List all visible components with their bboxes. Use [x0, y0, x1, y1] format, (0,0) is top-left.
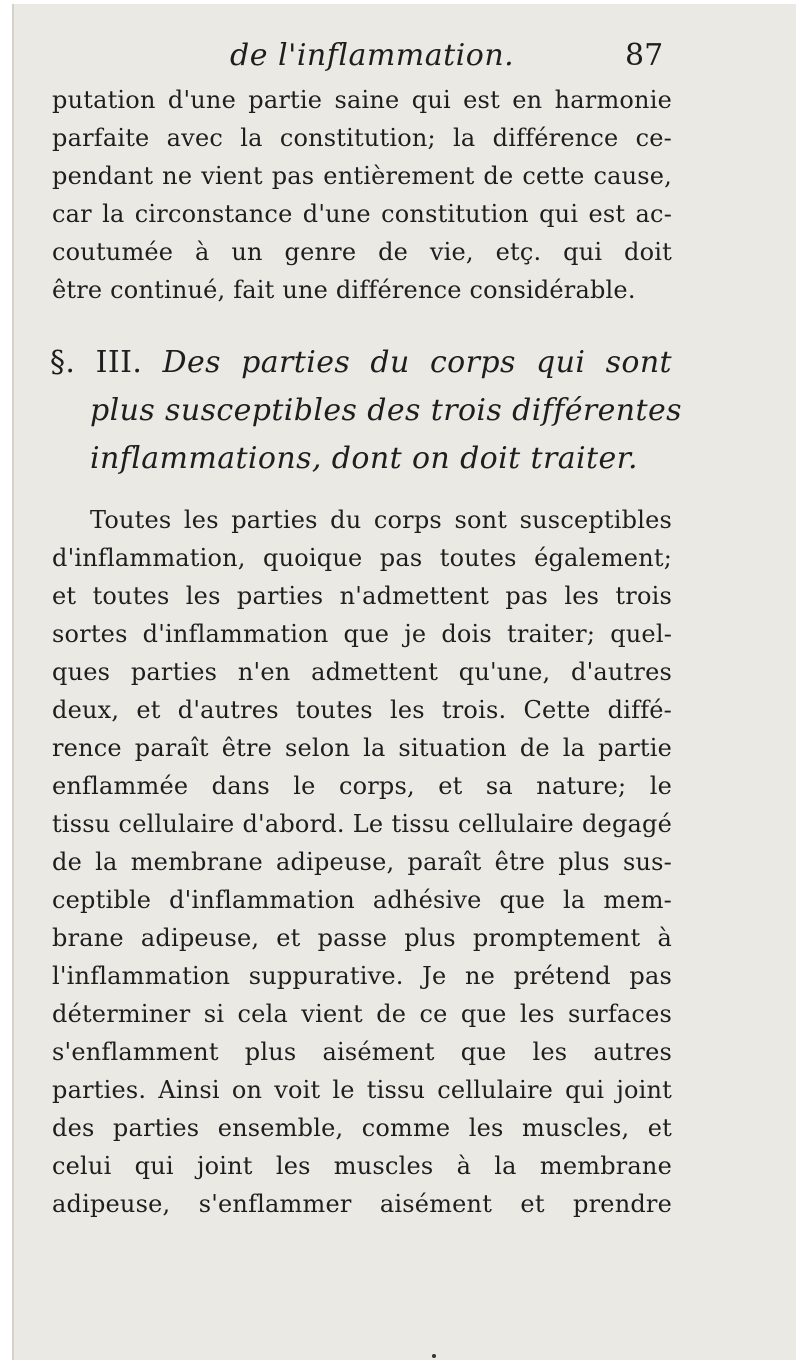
text-line: rence paraît être selon la situation de la partie — [52, 734, 672, 762]
text-line: ceptible d'inflammation adhésive que la mem- — [52, 886, 672, 914]
text-line: pendant ne vient pas entièrement de cette cause, — [52, 162, 672, 190]
text-line: adipeuse, s'enflammer aisément et prendre — [52, 1190, 672, 1218]
text-line: l'inflammation suppurative. Je ne prétend pas — [52, 962, 672, 990]
text-line: parfaite avec la constitution; la différence ce- — [52, 124, 672, 152]
section-title-text: Des parties du corps qui sont — [162, 345, 673, 380]
text-line: celui qui joint les muscles à la membrane — [52, 1152, 672, 1180]
text-line: être continué, fait une différence considérable. — [52, 276, 636, 304]
text-line: des parties ensemble, comme les muscles, et — [52, 1114, 672, 1142]
text-line: s'enflamment plus aisément que les autres — [52, 1038, 672, 1066]
text-line: et toutes les parties n'admettent pas les trois — [52, 582, 672, 610]
section-heading-line: plus susceptibles des trois différentes — [90, 393, 682, 428]
running-title: de l'inflammation. — [230, 38, 515, 73]
text-line: coutumée à un genre de vie, etç. qui doit — [52, 238, 672, 266]
section-heading-line: inflammations, dont on doit traiter. — [90, 441, 638, 476]
text-line: parties. Ainsi on voit le tissu cellulaire qui joint — [52, 1076, 672, 1104]
section-number: §. III. — [50, 345, 143, 380]
text-line: ques parties n'en admettent qu'une, d'autres — [52, 658, 672, 686]
section-heading-line — [50, 345, 673, 380]
text-line: d'inflammation, quoique pas toutes également; — [52, 544, 672, 572]
text-line: car la circonstance d'une constitution qui est ac- — [52, 200, 672, 228]
text-line: brane adipeuse, et passe plus promptement à — [52, 924, 672, 952]
text-line: Toutes les parties du corps sont susceptibles — [90, 506, 672, 534]
text-line: déterminer si cela vient de ce que les surfaces — [52, 1000, 672, 1028]
text-line: sortes d'inflammation que je dois traiter; quel- — [52, 620, 672, 648]
ink-speck — [432, 1354, 436, 1358]
text-line: deux, et d'autres toutes les trois. Cette diffé- — [52, 696, 672, 724]
text-line: de la membrane adipeuse, paraît être plus sus- — [52, 848, 672, 876]
text-line: enflammée dans le corps, et sa nature; le — [52, 772, 672, 800]
page-number: 87 — [625, 38, 664, 73]
page-header — [210, 38, 680, 82]
text-line: tissu cellulaire d'abord. Le tissu cellulaire degagé — [52, 810, 672, 838]
text-line: putation d'une partie saine qui est en harmonie — [52, 86, 672, 114]
